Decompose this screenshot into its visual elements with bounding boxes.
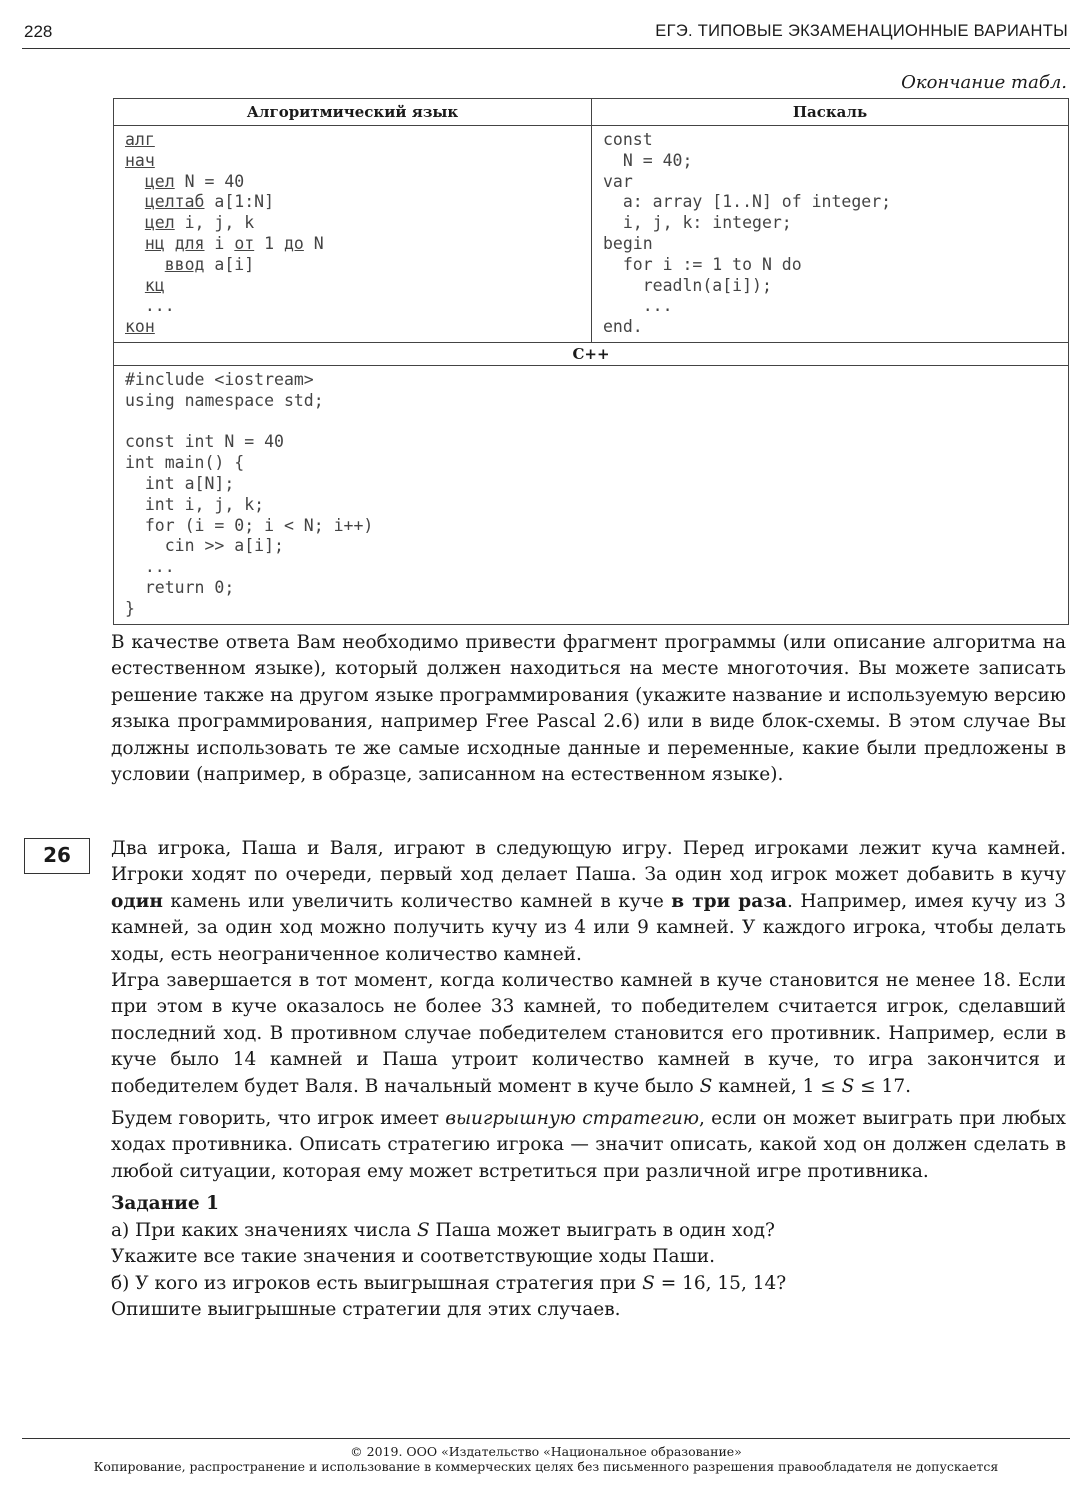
algo-line-rest: a[i] bbox=[204, 254, 255, 274]
question-a-note: Укажите все такие значения и соответствующие ходы Паши. bbox=[111, 1246, 715, 1268]
page-header bbox=[22, 18, 1070, 49]
algo-line-rest: N = 40 bbox=[174, 171, 245, 191]
footer-notice: Копирование, распространение и использование в коммерческих целях без письменного разрешения правообладателя не допускается bbox=[93, 1459, 999, 1474]
running-title: ЕГЭ. ТИПОВЫЕ ЭКЗАМЕНАЦИОННЫЕ ВАРИАНТЫ bbox=[655, 22, 1068, 40]
table-caption: Окончание табл. bbox=[901, 72, 1067, 93]
pascal-column-header: Паскаль bbox=[592, 99, 1069, 126]
text-run: , если он может выиграть при любых ходах противника. Описать стратегию игрока — значит описать, какой ход он должен сделать в любой ситуации, которая ему может встретиться при различной игре противника. bbox=[111, 1108, 1066, 1182]
algo-keyword: кц bbox=[144, 275, 165, 295]
algo-keyword: цел bbox=[144, 171, 175, 191]
text-run: . Например, имея кучу из 3 камней, за один ход можно получить кучу из 4 или 9 камней. У каждого игрока, чтобы делать ходы, есть неограниченное количество камней. bbox=[111, 890, 1067, 965]
question-a bbox=[111, 1218, 1066, 1244]
task-paragraph-3 bbox=[111, 1106, 1066, 1185]
text-run: Будем говорить, что игрок имеет bbox=[111, 1108, 446, 1130]
answer-note-paragraph: В качестве ответа Вам необходимо привести фрагмент программы (или описание алгоритма на естественном языке), который должен находиться на месте многоточия. Вы можете записать решение также на другом языке программирования (укажите название и используемую версию языка программирования, например Free Pascal 2.6) или в виде блок-схемы. В этом случае Вы должны использовать те же самые исходные данные и переменные, какие были предложены в условии (например, в образце, записанном на естественном языке). bbox=[111, 632, 1066, 786]
algo-keyword: целтаб bbox=[144, 192, 205, 212]
footer-divider bbox=[22, 1438, 1070, 1439]
question-b bbox=[111, 1271, 1066, 1297]
algo-code bbox=[114, 126, 591, 342]
variable-s: S bbox=[642, 1272, 655, 1294]
text-run: а) При каких значениях числа bbox=[111, 1219, 417, 1241]
algo-line: нач bbox=[125, 150, 155, 170]
algo-keyword: для bbox=[174, 233, 205, 253]
algo-keyword: ввод bbox=[164, 254, 205, 274]
algo-keyword: нц bbox=[144, 233, 165, 253]
algo-keyword: от bbox=[234, 233, 255, 253]
footer-copyright: © 2019. ООО «Издательство «Национальное образование» bbox=[350, 1444, 742, 1459]
text-run: = 16, 15, 14? bbox=[654, 1272, 787, 1294]
algo-keyword: цел bbox=[144, 213, 175, 233]
variable-s: S bbox=[416, 1219, 430, 1241]
subtask-title: Задание 1 bbox=[111, 1193, 219, 1215]
algo-column-header: Алгоритмический язык bbox=[114, 99, 592, 126]
task-text bbox=[111, 836, 1066, 1323]
text-run: ≤ 17. bbox=[854, 1075, 911, 1097]
cpp-code-cell bbox=[114, 365, 1069, 624]
code-table bbox=[113, 98, 1069, 625]
algo-line-rest: 1 bbox=[254, 233, 284, 253]
task-paragraph-1 bbox=[111, 836, 1066, 968]
pascal-code-cell bbox=[592, 126, 1069, 343]
algo-line-rest: i bbox=[204, 233, 235, 253]
text-run: камней, 1 ≤ bbox=[712, 1075, 842, 1097]
algo-line-rest: a[1:N] bbox=[204, 192, 275, 212]
italic-text: выигрышную стратегию bbox=[445, 1108, 700, 1130]
task-paragraph-2 bbox=[111, 968, 1066, 1100]
task-number-box: 26 bbox=[24, 838, 90, 874]
page-number: 228 bbox=[24, 22, 53, 41]
algo-code-cell bbox=[114, 126, 592, 343]
cpp-code: #include <iostream> using namespace std; const int N = 40 int main() { int a[N]; int i, j, k; for (i = 0; i < N; i++) cin >> a[i]; ... return 0; } bbox=[125, 369, 374, 618]
bold-text: один bbox=[111, 890, 163, 912]
cpp-column-header: C++ bbox=[114, 342, 1069, 365]
variable-s: S bbox=[699, 1075, 713, 1097]
text-run: камень или увеличить количество камней в куче bbox=[162, 890, 672, 912]
text-run: Паша может выиграть в один ход? bbox=[429, 1219, 775, 1241]
variable-s: S bbox=[841, 1075, 855, 1097]
algo-line: ... bbox=[144, 296, 175, 316]
algo-line-rest: i, j, k bbox=[174, 213, 255, 233]
pascal-code: const N = 40; var a: array [1..N] of integer; i, j, k: integer; begin for i := 1 to N do readln(a[i]); ... end. bbox=[603, 130, 892, 337]
bold-text: в три раза bbox=[671, 890, 788, 912]
algo-line-rest: N bbox=[303, 233, 324, 253]
page-footer bbox=[22, 1444, 1070, 1474]
text-run: б) У кого из игроков есть выигрышная стратегия при bbox=[111, 1272, 643, 1294]
algo-keyword: до bbox=[284, 233, 304, 253]
text-run: Два игрока, Паша и Валя, играют в следующую игру. Перед игроками лежит куча камней. Игроки ходят по очереди, первый ход делает Паша. За один ход игрок может добавить в кучу bbox=[111, 838, 1066, 886]
answer-note bbox=[111, 630, 1066, 788]
algo-keyword: кон bbox=[125, 317, 155, 337]
text-run: Игра завершается в тот момент, когда количество камней в куче становится не менее 18. Если при этом в куче оказалось не более 33 камней, то победителем считается игрок, сделавший последний ход. В противном случае победителем становится его противник. Например, если в куче было 14 камней и Паша утроит количество камней в куче, то игра закончится и победителем будет Валя. В начальный момент в куче было bbox=[111, 970, 1066, 1097]
question-b-note: Опишите выигрышные стратегии для этих случаев. bbox=[111, 1298, 621, 1320]
algo-line: алг bbox=[125, 130, 155, 149]
